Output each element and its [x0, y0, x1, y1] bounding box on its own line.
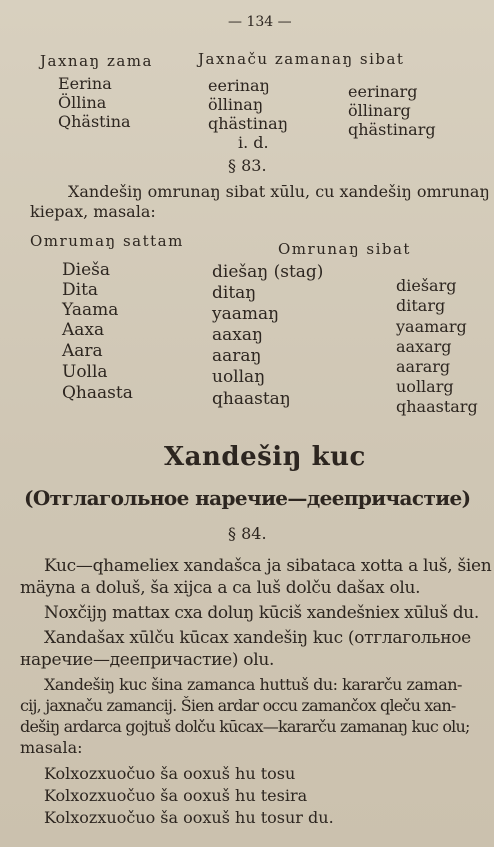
paragraph-line-7: cij, jaxnaču zamancij. Šien ardar occu zamančox qleču xan- — [20, 696, 456, 715]
table2-col2-row5: aaraŋ — [212, 346, 262, 366]
table2-col1-row5: Aara — [62, 341, 103, 361]
table2-col1-row4: Aaxa — [62, 320, 105, 340]
table2-col3-row5: aararg — [396, 357, 451, 376]
para83-line1: Xandešiŋ omrunaŋ sibat xūlu, cu xandešiŋ omrunaŋ — [68, 182, 490, 201]
table2-col2-row1: diešaŋ (stag) — [212, 262, 324, 282]
table2-col3-row3: yaamarg — [396, 317, 467, 336]
section-subheading: (Отглагольное наречие—деепричастие) — [24, 486, 471, 510]
table2-col3-row4: aaxarg — [396, 337, 452, 356]
table2-col2-row7: qhaastaŋ — [212, 389, 291, 409]
table1-col2-row1: eerinaŋ — [208, 76, 270, 95]
table2-col1-row6: Uolla — [62, 362, 108, 382]
table1-col1-row3: Qhästina — [58, 112, 131, 131]
table1-col1-row2: Öllina — [58, 93, 107, 112]
example-line-2: Kolxozxuočuo ša ooxuš hu tesira — [44, 786, 308, 805]
table2-col3-row7: qhaastarg — [396, 397, 478, 416]
paragraph-line-2: mäyna a doluš, ša xijca a ca luš dolču dašax olu. — [20, 578, 421, 598]
table2-col3-row6: uollarg — [396, 377, 454, 396]
section-heading: Xandešiŋ kuc — [164, 442, 366, 472]
table1-header-2: Jaxnaču zamanaŋ sibat — [198, 50, 405, 68]
paragraph-line-1: Kuc—qhameliex xandašca ja sibataca xotta a luš, šien — [44, 556, 492, 576]
section-83: § 83. — [228, 156, 267, 175]
table1-col3-row3: qhästinarg — [348, 120, 436, 139]
table2-col1-row1: Dieša — [62, 260, 110, 280]
table1-abbr: i. d. — [238, 133, 269, 152]
table2-col1-row7: Qhaasta — [62, 383, 133, 403]
table2-col2-row6: uollaŋ — [212, 367, 266, 387]
table2-col2-row3: yaamaŋ — [212, 304, 280, 324]
table1-col3-row2: öllinarg — [348, 101, 411, 120]
table2-col2-row4: aaxaŋ — [212, 325, 263, 345]
page-number: — 134 — — [228, 14, 292, 30]
table2-col3-row2: ditarg — [396, 296, 446, 315]
paragraph-line-3: Noxčijŋ mattax cxa doluŋ kūciš xandešniex xūluš du. — [44, 603, 479, 623]
table1-col1-row1: Eerina — [58, 74, 112, 93]
section-84: § 84. — [228, 524, 267, 543]
para83-line2: kiepax, masala: — [30, 202, 156, 221]
table2-col2-row2: ditaŋ — [212, 283, 257, 303]
example-line-1: Kolxozxuočuo ša ooxuš hu tosu — [44, 764, 296, 783]
table2-col3-row1: diešarg — [396, 276, 457, 295]
table2-col1-row2: Dita — [62, 280, 99, 300]
paragraph-line-6: Xandešiŋ kuc šina zamanca huttuš du: kararču zaman- — [44, 675, 462, 694]
example-line-3: Kolxozxuočuo ša ooxuš hu tosur du. — [44, 808, 334, 827]
table1-header-1: Jaxnaŋ zama — [40, 52, 153, 70]
table1-col2-row3: qhästinaŋ — [208, 114, 288, 133]
paragraph-line-9: masala: — [20, 738, 83, 757]
table2-header-2: Omrunaŋ sibat — [278, 240, 411, 258]
table1-col2-row2: öllinaŋ — [208, 95, 264, 114]
table1-col3-row1: eerinarg — [348, 82, 418, 101]
paragraph-line-8: dešiŋ ardarca gojtuš dolču kūcax—kararču zamanaŋ kuc olu; — [20, 717, 470, 736]
table2-col1-row3: Yaama — [62, 300, 119, 320]
table2-header-1: Omrumaŋ sattam — [30, 232, 184, 250]
paragraph-line-5: наречие—деепричастие) olu. — [20, 650, 275, 670]
paragraph-line-4: Xandašax xūlču kūcax xandešiŋ kuc (отглагольное — [44, 628, 471, 648]
